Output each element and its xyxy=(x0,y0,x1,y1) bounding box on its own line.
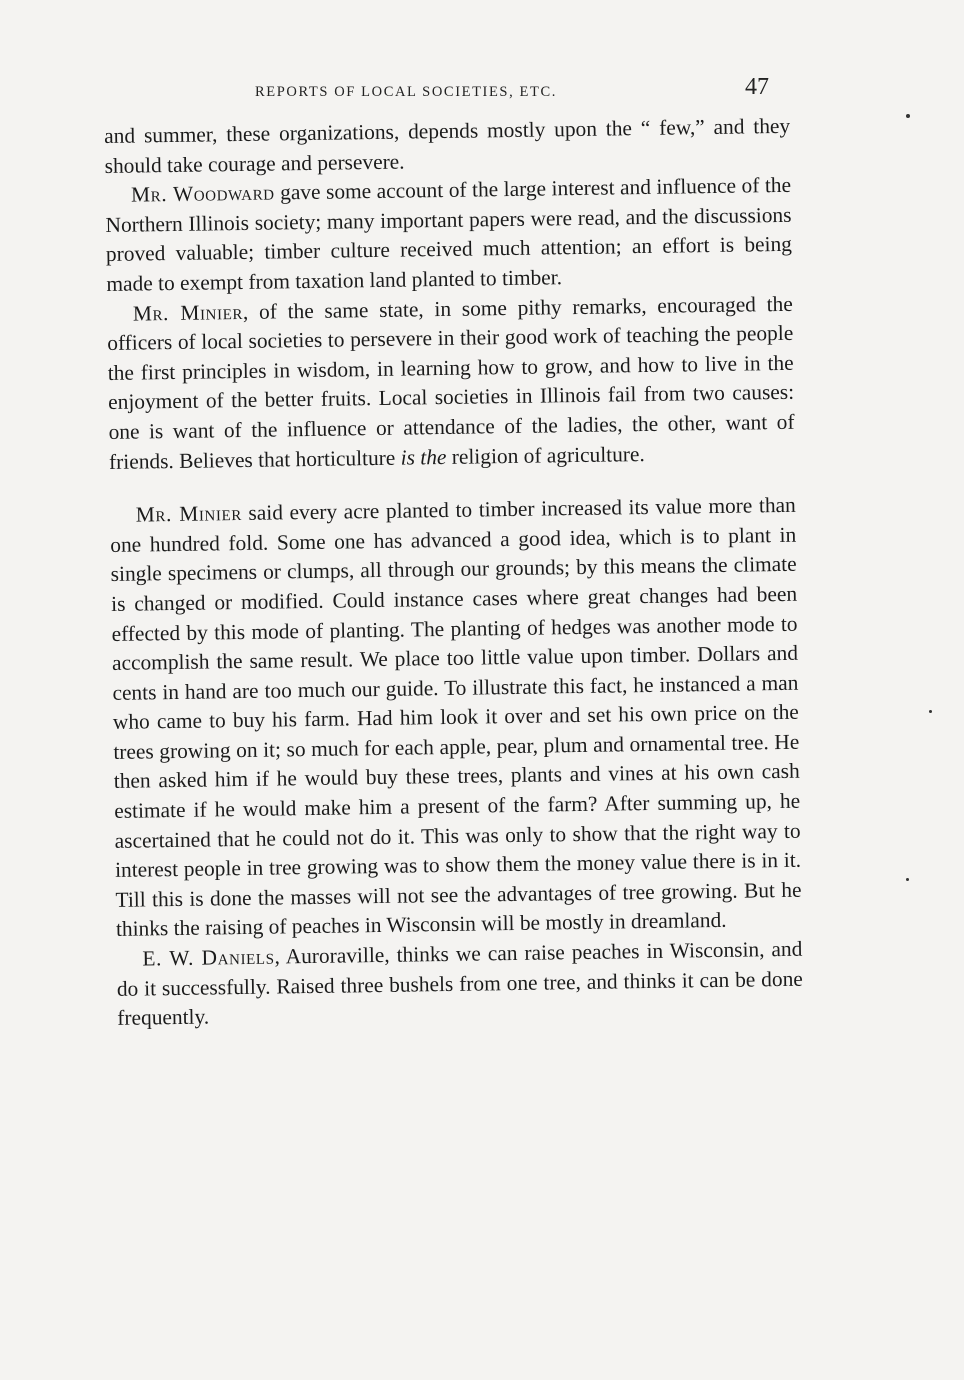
page-number: 47 xyxy=(745,74,769,100)
speaker-minier-2: Mr. Minier xyxy=(135,501,243,527)
speaker-daniels: E. W. Daniels xyxy=(142,944,275,971)
paragraph-3-text: , of the same state, in some pithy remarks, encouraged the officers of local societies to persevere in their good work of teaching the people the first principles in wisdom, in learning how to grow, and how to live in the enjoyment of the better fruits. Local societies in Illinois fail from two causes: one is want of the influence or attendance of the ladies, the other, want of friends. Believes that horticulture xyxy=(107,291,795,474)
speaker-minier: Mr. Minier xyxy=(132,299,244,326)
paragraph-3-text-end: religion of agriculture. xyxy=(446,441,645,469)
paragraph-4-text: said every acre planted to timber increased its value more than one hundred fold. Some one has advanced a good idea, which is to plant in single specimens or clumps, all through our grounds; by this means the climate is changed or modified. Could instance cases where great changes had been effected by this mode of planting. The planting of hedges was another mode to accomplish the same result. We place too little value upon timber. Dollars and cents in hand are too much our guide. To illustrate this fact, he instanced a man who came to buy his farm. Had him look it over and set his own price on the trees growing on it; so much for each apple, pear, plum and ornamental tree. He then asked him if he would buy these trees, plants and vines at his own cash estimate if he would make him a present of the farm? After summing up, he ascertained that he could not do it. This was only to show that the right way to interest people in tree growing was to show them the money value there is in it. Till this is done the masses will not see the advantages of tree growing. But he thinks the raising of peaches in Wisconsin will be mostly in dreamland. xyxy=(110,492,802,942)
speaker-woodward: Mr. Woodward xyxy=(130,180,275,207)
paper-speck xyxy=(906,878,909,881)
paragraph-3 xyxy=(107,289,796,477)
paragraph-5-text: , Auroraville, thinks we can raise peaches in Wisconsin, and do it successfully. Raised three bushels from one tree, and thinks it can be done frequently. xyxy=(116,936,803,1031)
running-head: REPORTS OF LOCAL SOCIETIES, ETC. xyxy=(255,84,557,100)
paragraph-1 xyxy=(104,112,791,181)
paragraph-1-text: and summer, these organizations, depends mostly upon the “ few,” and they should take courage and persevere. xyxy=(104,113,791,178)
paragraph-5 xyxy=(116,935,803,1034)
paragraph-2 xyxy=(105,171,793,300)
paragraph-4 xyxy=(110,491,803,945)
paper-speck xyxy=(929,710,932,713)
paragraph-3-emphasis: is the xyxy=(400,444,447,470)
body-text xyxy=(104,112,803,1034)
paper-speck xyxy=(906,114,910,118)
paragraph-2-text: gave some account of the large interest and influence of the Northern Illinois society; many important papers were read, and the discussions proved valuable; timber culture received much attention; an effort is being made to exempt from taxation land planted to timber. xyxy=(105,173,793,296)
